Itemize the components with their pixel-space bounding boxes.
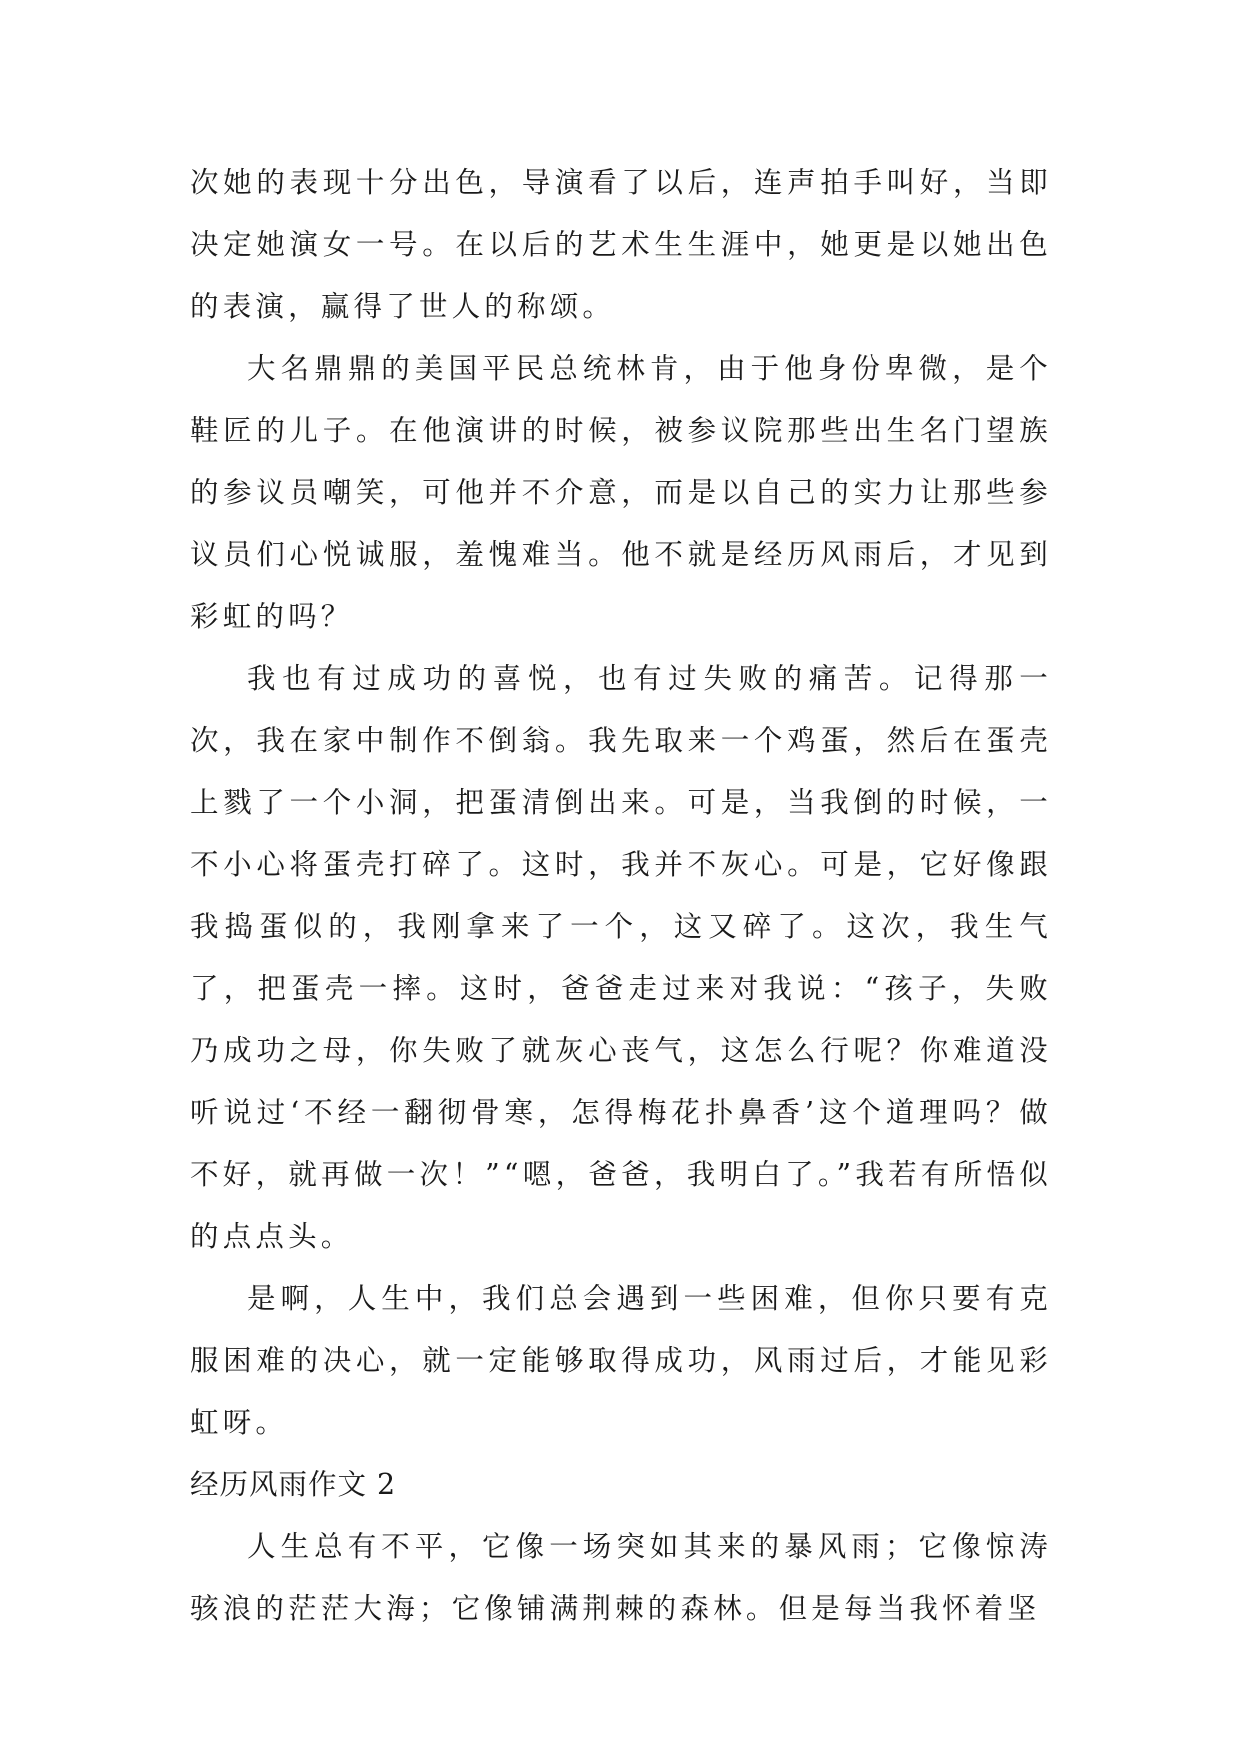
paragraph-3: 我也有过成功的喜悦，也有过失败的痛苦。记得那一次，我在家中制作不倒翁。我先取来一个鸡蛋，然后在蛋壳上戮了一个小洞，把蛋清倒出来。可是，当我倒的时候，一不小心将蛋壳打碎了。这时，我并不灰心。可是，它好像跟我捣蛋似的，我刚拿来了一个，这又碎了。这次，我生气了，把蛋壳一摔。这时，爸爸走过来对我说：“孩子，失败乃成功之母，你失败了就灰心丧气，这怎么行呢？你难道没听说过‘不经一翻彻骨寒，怎得梅花扑鼻香’这个道理吗？做不好，就再做一次！”“嗯，爸爸，我明白了。”我若有所悟似的点点头。	[190, 662, 1052, 1253]
section-heading: 经历风雨作文 2	[190, 1468, 397, 1501]
paragraph-4: 是啊，人生中，我们总会遇到一些困难，但你只要有克服困难的决心，就一定能够取得成功，风雨过后，才能见彩虹呀。	[190, 1282, 1052, 1439]
document-body	[190, 152, 1052, 1640]
paragraph-5: 人生总有不平，它像一场突如其来的暴风雨；它像惊涛骇浪的茫茫大海；它像铺满荆棘的森林。但是每当我怀着坚	[190, 1530, 1052, 1625]
paragraph-2: 大名鼎鼎的美国平民总统林肯，由于他身份卑微，是个鞋匠的儿子。在他演讲的时候，被参议院那些出生名门望族的参议员嘲笑，可他并不介意，而是以自己的实力让那些参议员们心悦诚服，羞愧难当。他不就是经历风雨后，才见到彩虹的吗？	[190, 352, 1052, 633]
paragraph-1: 次她的表现十分出色，导演看了以后，连声拍手叫好，当即决定她演女一号。在以后的艺术生生涯中，她更是以她出色的表演，赢得了世人的称颂。	[190, 166, 1052, 323]
